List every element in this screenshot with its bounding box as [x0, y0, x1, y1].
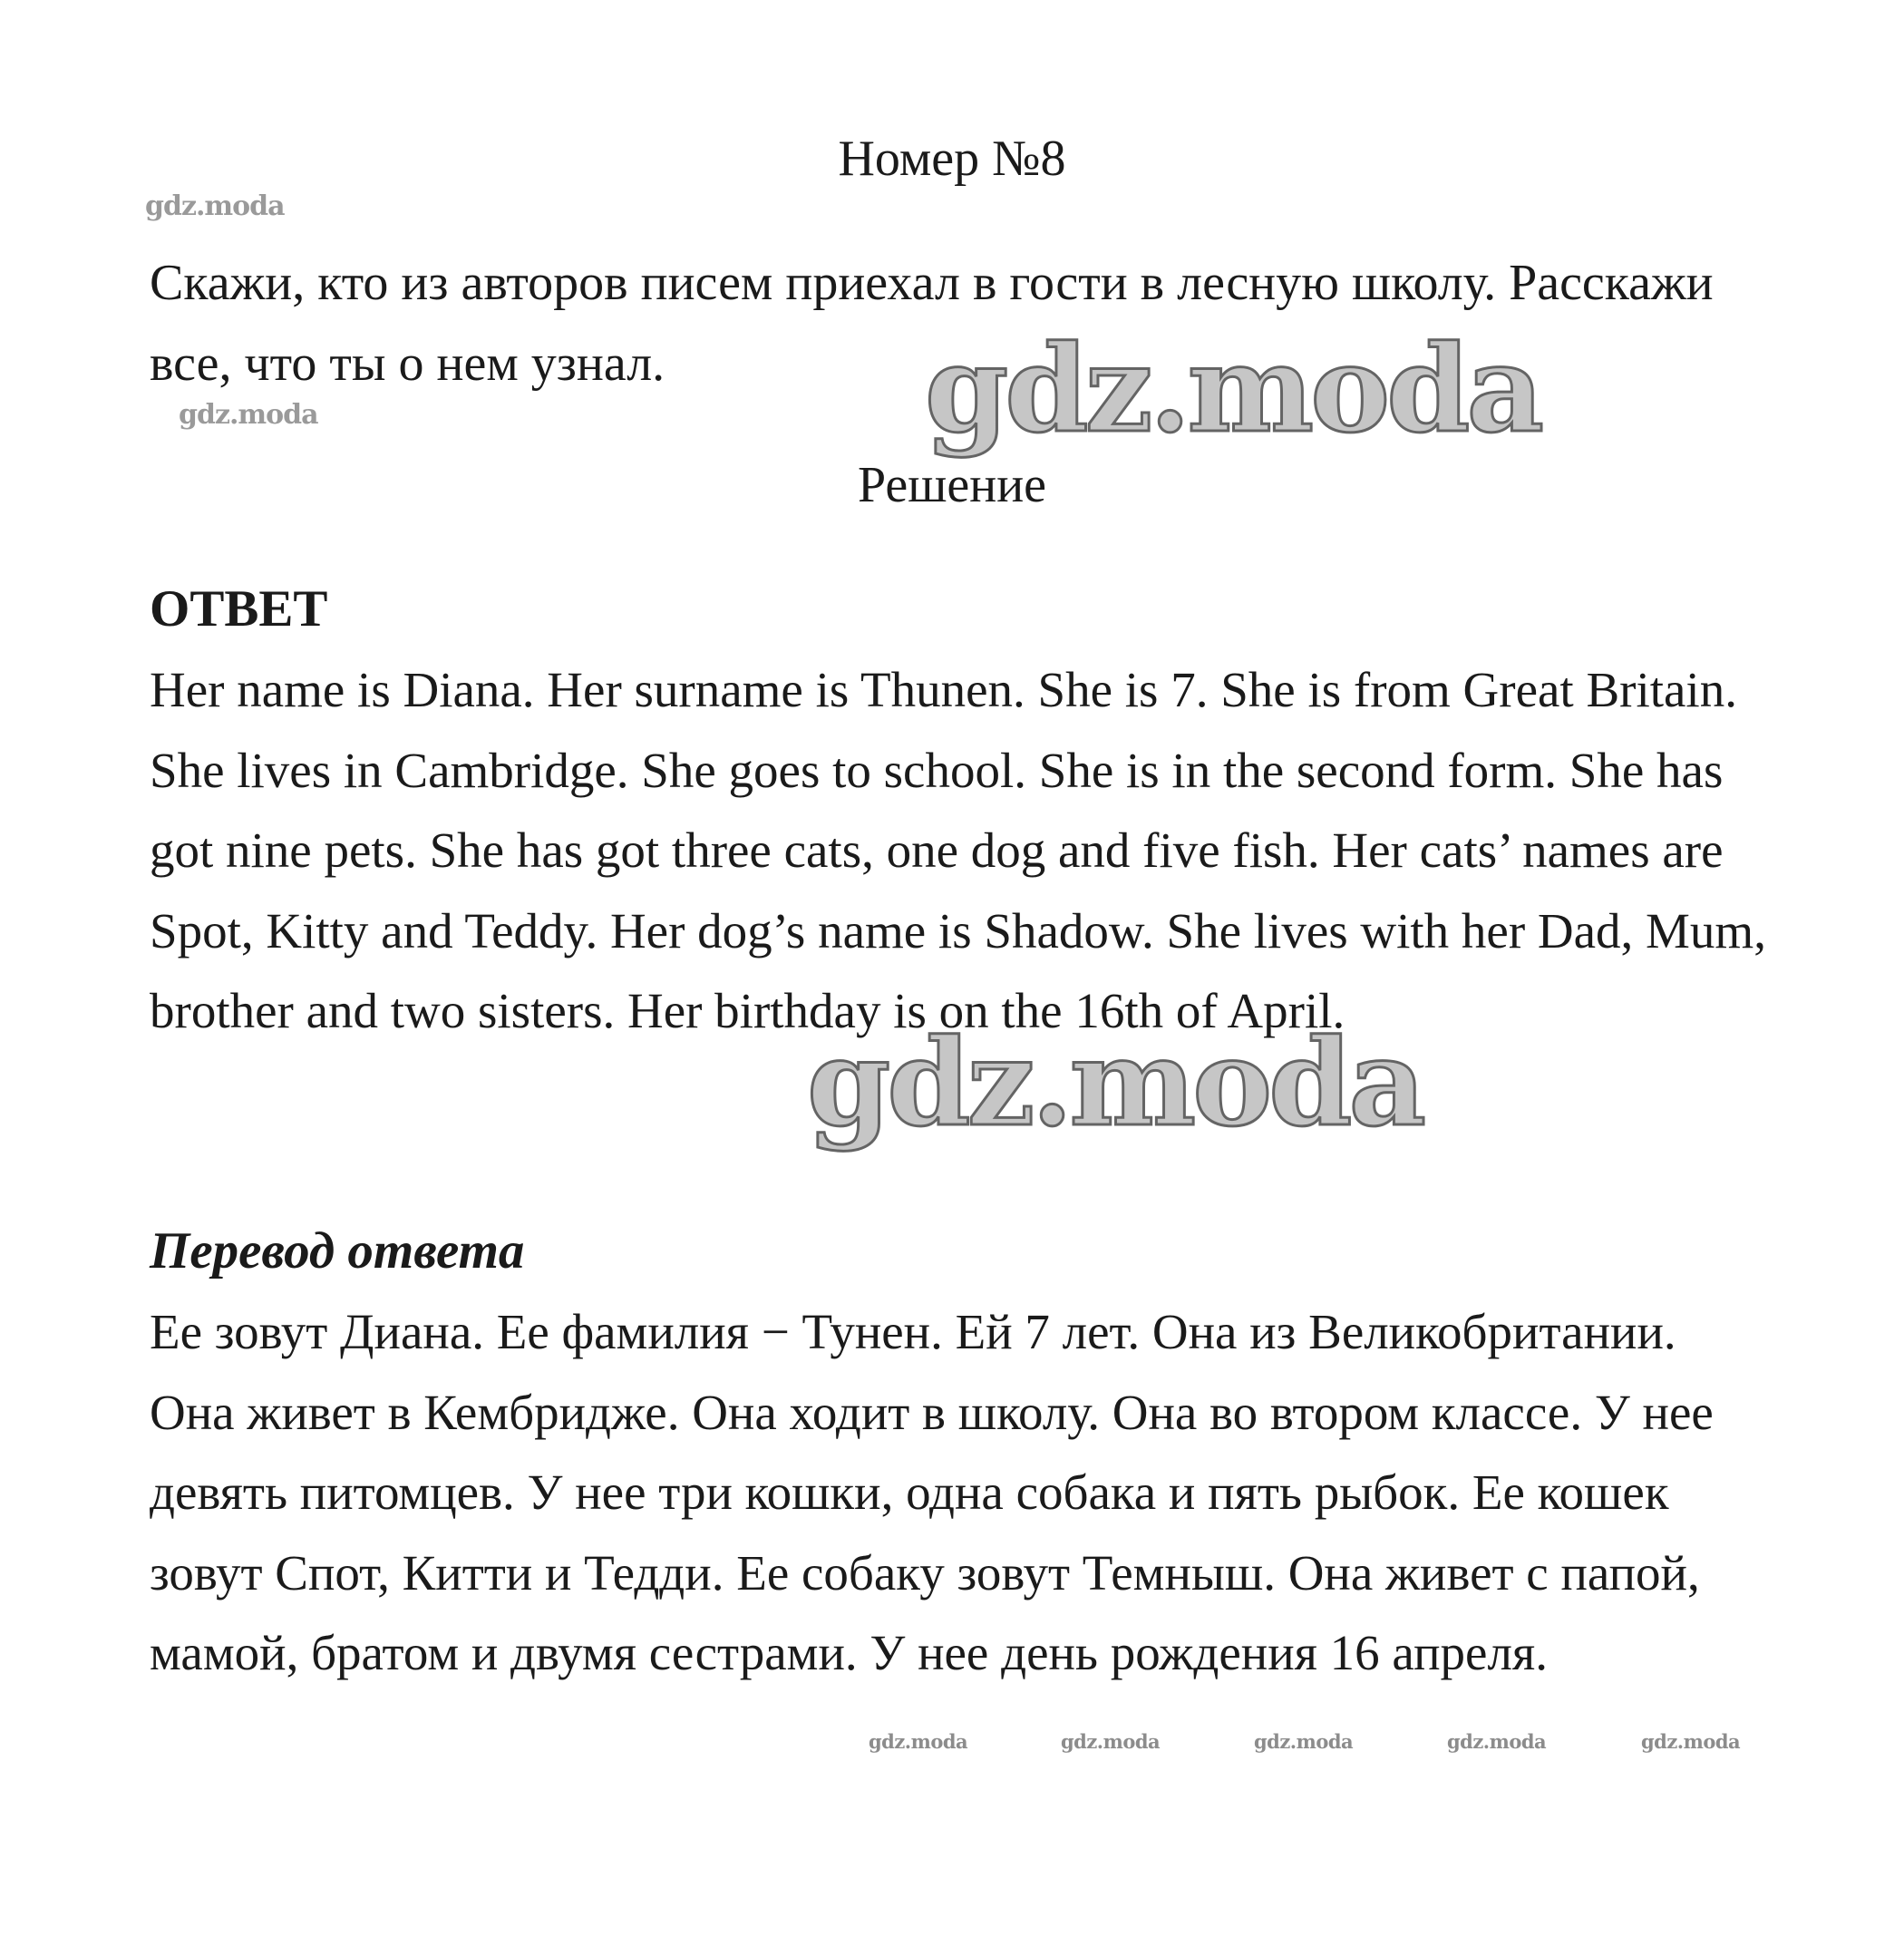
translation-heading: Перевод ответа	[150, 1222, 525, 1279]
title-text: Номер №8	[838, 131, 1066, 187]
solution-label: Решение	[857, 457, 1047, 513]
watermark-mini-3: gdz.moda	[1254, 1730, 1354, 1753]
watermark-small-top: gdz.moda	[145, 190, 285, 222]
answer-text: Her name is Diana. Her surname is Thunen. She is 7. She is from Great Britain. She lives in Cambridge. She goes to school. She is in the second form. She has got nine pets. She has got three cats, one dog and five fish. Her cats’ names are Spot, Kitty and Teddy. Her dog’s name is Shadow. She lives with her Dad, Mum, brother and two sisters. Her birthday is on the 16th of April.	[150, 662, 1766, 1038]
watermark-mini-5: gdz.moda	[1641, 1730, 1741, 1753]
page-title	[0, 127, 1904, 190]
task-text: Скажи, кто из авторов писем приехал в гости в лесную школу. Расскажи все, что ты о нем узнал.	[150, 255, 1714, 392]
watermark-mini-4: gdz.moda	[1447, 1730, 1547, 1753]
watermark-mini-2: gdz.moda	[1061, 1730, 1161, 1753]
watermark-small-left: gdz.moda	[179, 399, 318, 431]
translation-text: Ее зовут Диана. Ее фамилия − Тунен. Ей 7 лет. Она из Великобритании. Она живет в Кембридже. Она ходит в школу. Она во втором классе. У нее девять питомцев. У нее три кошки, одна собака и пять рыбок. Ее кошек зовут Спот, Китти и Тедди. Ее собаку зовут Темныш. Она живет с папой, мамой, братом и двумя сестрами. У нее день рождения 16 апреля.	[150, 1304, 1714, 1680]
watermark-mini-1: gdz.moda	[869, 1730, 968, 1753]
watermark-large-top: gdz.moda	[925, 319, 1541, 460]
watermark-large-middle: gdz.moda	[807, 1013, 1423, 1153]
answer-heading: ОТВЕТ	[150, 580, 328, 637]
